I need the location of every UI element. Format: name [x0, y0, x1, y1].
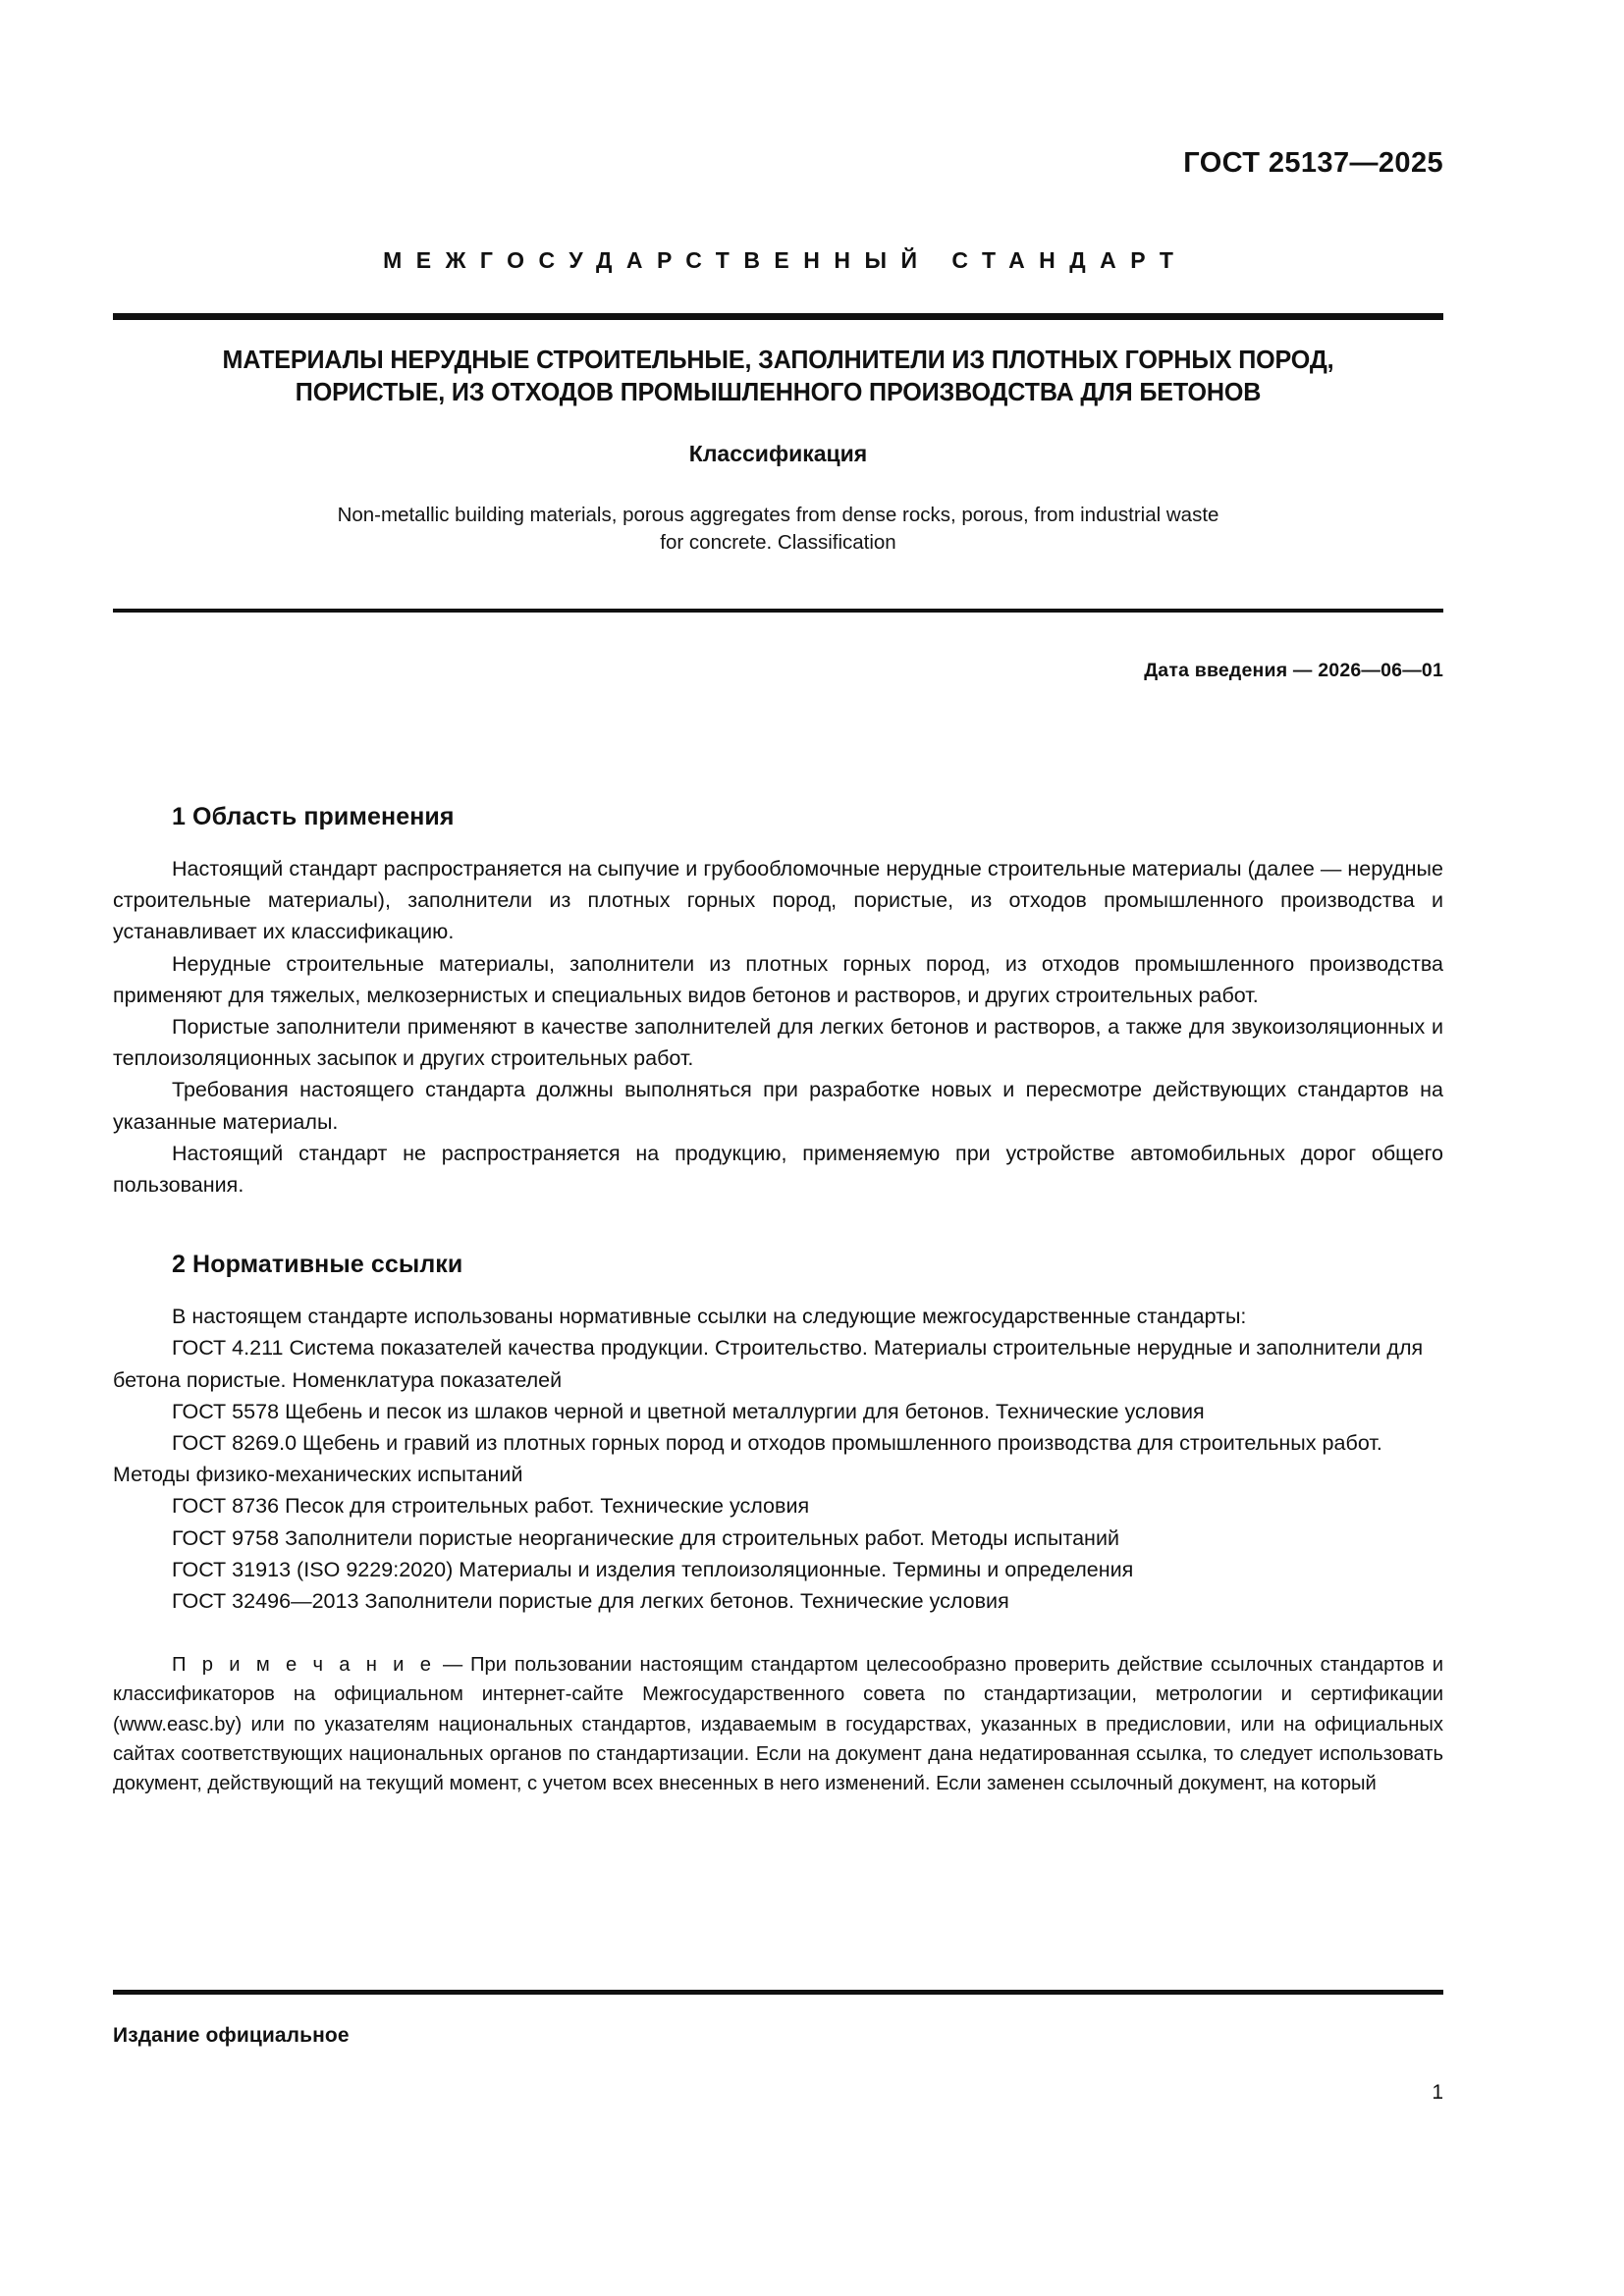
document-title-line-1: МАТЕРИАЛЫ НЕРУДНЫЕ СТРОИТЕЛЬНЫЕ, ЗАПОЛНИТЕЛИ ИЗ ПЛОТНЫХ ГОРНЫХ ПОРОД, [222, 347, 1334, 374]
standard-code-header: ГОСТ 25137—2025 [1183, 147, 1443, 179]
divider-below-title [113, 609, 1443, 613]
note-text: — При пользовании настоящим стандартом целесообразно проверить действие ссылочных стандартов и классификаторов на официальном интернет-сайте Межгосударственного совета по стандартизации, метрологии и сертификации (www.easc.by) или по указателям национальных стандартов, издаваемым в государствах, указанных в предисловии, или на официальных сайтах соответствующих национальных органов по стандартизации. Если на документ дана недатированная ссылка, то следует использовать документ, действующий на текущий момент, с учетом всех внесенных в него изменений. Если заменен ссылочный документ, на который [113, 1654, 1443, 1795]
document-body [113, 803, 1443, 1798]
title-block [113, 345, 1443, 557]
effective-date: Дата введения — 2026—06—01 [1144, 660, 1443, 681]
section-references-heading: 2 Нормативные ссылки [172, 1251, 463, 1279]
section-scope-paragraph: Настоящий стандарт не распространяется на продукцию, применяемую при устройстве автомобильных дорог общего пользования. [113, 1141, 1443, 1198]
document-title [123, 345, 1434, 409]
section-scope-paragraph: Пористые заполнители применяют в качестве заполнителей для легких бетонов и растворов, а также для звукоизоляционных и теплоизоляционных засыпок и других строительных работ. [113, 1015, 1443, 1071]
section-normative-references [113, 1251, 1443, 1798]
divider-top [113, 313, 1443, 320]
interstate-standard-label: МЕЖГОСУДАРСТВЕННЫЙ СТАНДАРТ [383, 247, 1188, 273]
official-edition-label: Издание официальное [113, 2024, 350, 2047]
section-scope [113, 803, 1443, 1201]
section-references-intro: В настоящем стандарте использованы нормативные ссылки на следующие межгосударственные стандарты: [172, 1305, 1247, 1329]
document-title-english-line-2: for concrete. Classification [660, 531, 896, 554]
section-scope-paragraph: Настоящий стандарт распространяется на сыпучие и грубообломочные нерудные строительные материалы (далее — нерудные строительные материалы), заполнители из плотных горных пород, пористые, из отходов промышленного производства и устанавливает их классификацию. [113, 857, 1443, 944]
section-scope-paragraph: Требования настоящего стандарта должны выполняться при разработке новых и пересмотре действующих стандартов на указанные материалы. [113, 1078, 1443, 1134]
normative-reference-item: ГОСТ 8736 Песок для строительных работ. Технические условия [172, 1494, 810, 1519]
normative-reference-list [113, 1332, 1443, 1617]
normative-reference-item: ГОСТ 9758 Заполнители пористые неорганические для строительных работ. Методы испытаний [172, 1525, 1119, 1550]
note-label: П р и м е ч а н и е [172, 1654, 436, 1677]
normative-reference-item: ГОСТ 8269.0 Щебень и гравий из плотных горных пород и отходов промышленного производства для строительных работ. Методы физико-механических испытаний [113, 1431, 1382, 1487]
document-title-english [113, 502, 1443, 557]
divider-footer [113, 1990, 1443, 1995]
page-number: 1 [1432, 2081, 1443, 2104]
document-title-line-2: ПОРИСТЫЕ, ИЗ ОТХОДОВ ПРОМЫШЛЕННОГО ПРОИЗВОДСТВА ДЛЯ БЕТОНОВ [295, 379, 1262, 406]
references-note [113, 1650, 1443, 1798]
section-scope-paragraph: Нерудные строительные материалы, заполнители из плотных горных пород, из отходов промышленного производства применяют для тяжелых, мелкозернистых и специальных видов бетонов и растворов, и других строительных работ. [113, 951, 1443, 1007]
normative-reference-item: ГОСТ 5578 Щебень и песок из шлаков черной и цветной металлургии для бетонов. Технические условия [172, 1399, 1205, 1423]
normative-reference-item: ГОСТ 32496—2013 Заполнители пористые для легких бетонов. Технические условия [172, 1589, 1009, 1614]
normative-reference-item: ГОСТ 31913 (ISO 9229:2020) Материалы и изделия теплоизоляционные. Термины и определения [172, 1557, 1134, 1581]
section-scope-heading: 1 Область применения [172, 803, 455, 830]
document-subtitle: Классификация [688, 441, 868, 466]
document-title-english-line-1: Non-metallic building materials, porous aggregates from dense rocks, porous, from industrial waste [337, 504, 1219, 526]
references-note-paragraph [113, 1650, 1443, 1798]
normative-reference-item: ГОСТ 4.211 Система показателей качества продукции. Строительство. Материалы строительные нерудные и заполнители для бетона пористые. Номенклатура показателей [113, 1336, 1424, 1392]
